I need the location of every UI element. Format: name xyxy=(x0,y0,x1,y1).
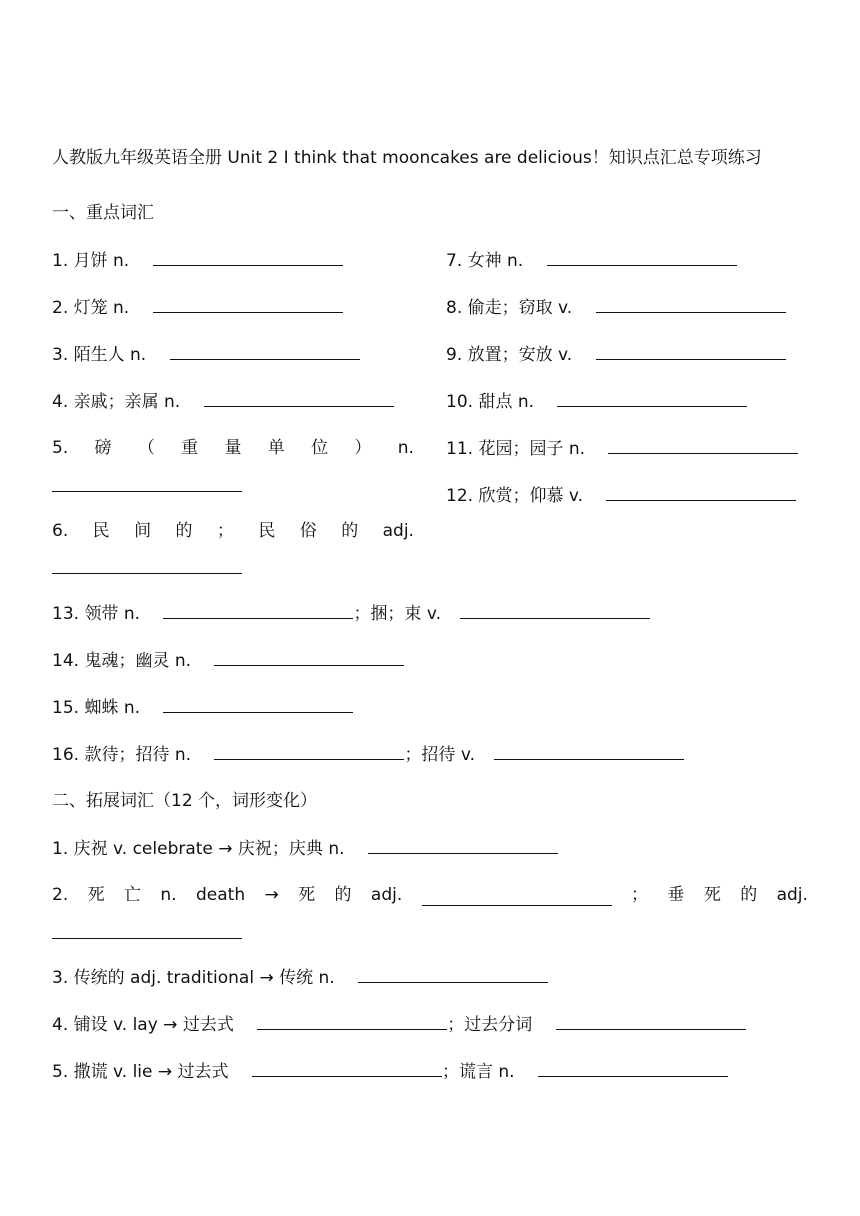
section-heading-extended-vocab: 二、拓展词汇（12 个，词形变化） xyxy=(52,791,318,811)
answer-blank[interactable] xyxy=(52,475,242,492)
vocab-item-5-blank-line xyxy=(52,475,242,498)
answer-blank[interactable] xyxy=(214,649,404,666)
vocab-item-16: 16. 款待；招待 n. ；招待 v. xyxy=(52,743,684,766)
vocab-item-11: 11. 花园；园子 n. xyxy=(446,437,798,460)
answer-blank[interactable] xyxy=(494,743,684,760)
vocab-item-5: 5. 磅 （ 重 量 单 位 ） n. xyxy=(52,438,414,458)
ext-item-3: 3. 传统的 adj. traditional → 传统 n. xyxy=(52,966,548,989)
answer-blank[interactable] xyxy=(153,296,343,313)
vocab-item-15: 15. 蜘蛛 n. xyxy=(52,696,353,719)
answer-blank[interactable] xyxy=(153,249,343,266)
answer-blank[interactable] xyxy=(163,696,353,713)
vocab-item-13: 13. 领带 n. ；捆；束 v. xyxy=(52,602,650,625)
vocab-item-4: 4. 亲戚；亲属 n. xyxy=(52,390,394,413)
vocab-item-6-blank-line xyxy=(52,557,242,580)
vocab-item-3: 3. 陌生人 n. xyxy=(52,343,360,366)
ext-item-5: 5. 撒谎 v. lie → 过去式 ；谎言 n. xyxy=(52,1060,728,1083)
vocab-item-9: 9. 放置；安放 v. xyxy=(446,343,786,366)
answer-blank[interactable] xyxy=(163,602,353,619)
vocab-item-10: 10. 甜点 n. xyxy=(446,390,747,413)
answer-blank[interactable] xyxy=(358,966,548,983)
answer-blank[interactable] xyxy=(170,343,360,360)
answer-blank[interactable] xyxy=(52,557,242,574)
answer-blank[interactable] xyxy=(596,296,786,313)
answer-blank[interactable] xyxy=(538,1060,728,1077)
vocab-item-1: 1. 月饼 n. xyxy=(52,249,343,272)
vocab-item-7: 7. 女神 n. xyxy=(446,249,737,272)
ext-item-2-blank-line xyxy=(52,922,242,945)
vocab-item-12: 12. 欣赏；仰慕 v. xyxy=(446,484,796,507)
vocab-item-14: 14. 鬼魂；幽灵 n. xyxy=(52,649,404,672)
answer-blank[interactable] xyxy=(252,1060,442,1077)
answer-blank[interactable] xyxy=(214,743,404,760)
vocab-item-2: 2. 灯笼 n. xyxy=(52,296,343,319)
answer-blank[interactable] xyxy=(547,249,737,266)
answer-blank[interactable] xyxy=(460,602,650,619)
section-heading-key-vocab: 一、重点词汇 xyxy=(52,203,154,223)
answer-blank[interactable] xyxy=(257,1013,447,1030)
answer-blank[interactable] xyxy=(606,484,796,501)
answer-blank[interactable] xyxy=(557,390,747,407)
vocab-item-8: 8. 偷走；窃取 v. xyxy=(446,296,786,319)
ext-item-1: 1. 庆祝 v. celebrate → 庆祝；庆典 n. xyxy=(52,837,558,860)
answer-blank[interactable] xyxy=(608,437,798,454)
answer-blank[interactable] xyxy=(52,922,242,939)
answer-blank[interactable] xyxy=(422,889,612,906)
ext-item-4: 4. 铺设 v. lay → 过去式 ；过去分词 xyxy=(52,1013,746,1036)
answer-blank[interactable] xyxy=(368,837,558,854)
ext-item-2: 2. 死 亡 n. death → 死 的 adj. ； 垂 死 的 adj. xyxy=(52,885,808,905)
page-title: 人教版九年级英语全册 Unit 2 I think that mooncakes are delicious！知识点汇总专项练习 xyxy=(52,148,762,168)
answer-blank[interactable] xyxy=(596,343,786,360)
vocab-item-6: 6. 民 间 的 ； 民 俗 的 adj. xyxy=(52,521,414,541)
answer-blank[interactable] xyxy=(556,1013,746,1030)
answer-blank[interactable] xyxy=(204,390,394,407)
